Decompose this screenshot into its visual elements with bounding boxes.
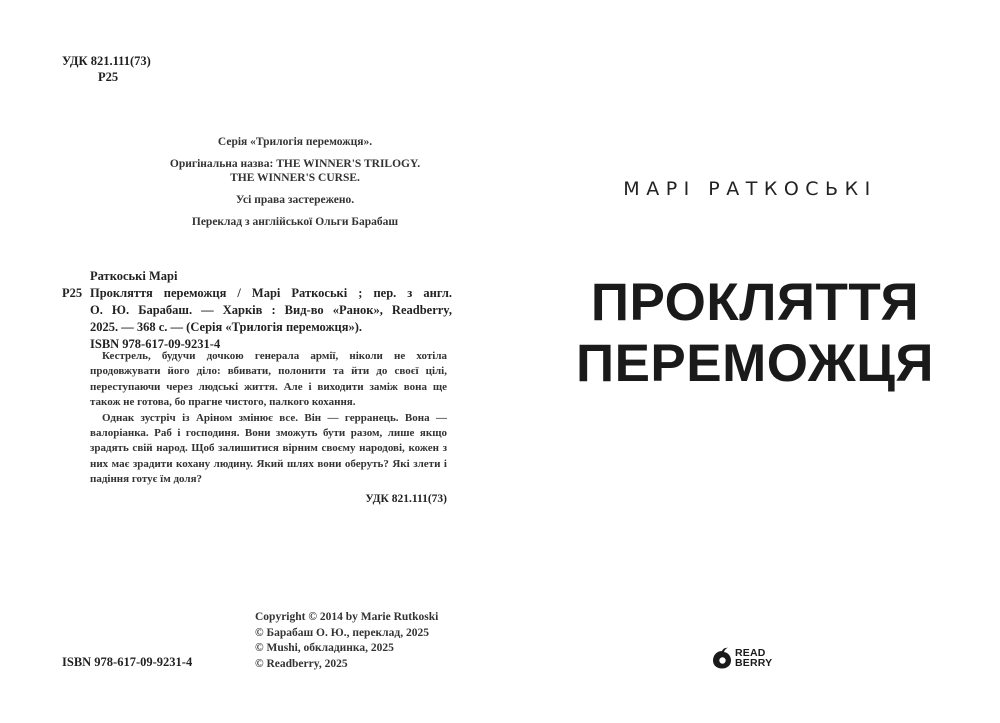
annotation-paragraph: Кестрель, будучи дочкою генерала армії, ніколи не хотіла продовжувати його діло: вбивати, полонити та йти до своєї цілі, переступаючи через людські життя. Але і виходити заміж вона ще також не готова, бо прагне чистого, палкого кохання. [90,350,447,409]
original-title-line: Оригінальна назва: THE WINNER'S TRILOGY. [169,158,421,170]
author-mark-code: Р25 [98,70,119,84]
catalog-author: Раткоські Марі [90,269,178,283]
udk-header [62,53,151,85]
book-author: МАРІ РАТКОСЬКІ [623,178,877,200]
publisher-name: READ BERRY [735,647,773,669]
series-line: Серія «Трилогія переможця». [217,136,373,148]
publisher-logo [712,647,772,669]
catalog-isbn: ISBN 978-617-09-9231-4 [90,337,221,351]
title-line: ПЕРЕМОЖЦЯ [575,334,935,393]
udk-code: УДК 821.111(73) [62,54,151,68]
catalog-line: 2025. — 368 с. — (Серія «Трилогія переможця»). [90,320,363,334]
catalog-line: О. Ю. Барабаш. — Харків : Вид-во «Ранок», Readberry, [90,303,452,317]
translator-line: Переклад з англійської Ольги Барабаш [191,216,399,228]
annotation-udk: УДК 821.111(73) [365,492,447,505]
original-title-line-2: THE WINNER'S CURSE. [230,172,360,184]
series-info [120,135,470,237]
rights-line: Усі права застережено. [235,194,355,206]
catalog-line: Прокляття переможця / Марі Раткоські ; пер. з англ. [90,286,452,300]
copyright-line: © Mushi, обкладинка, 2025 [255,642,394,654]
annotation [90,349,447,507]
annotation-paragraph: Однак зустріч із Аріном змінює все. Він — герранець. Вона — валоріанка. Раб і господиня. Вони зможуть бути разом, лише якщо зрадять свій народ. Щоб залишитися вірним своєму народові, кожен з них має зрадити кохану людину. Який шлях вони оберуть? Які злети і падіння готує їм доля? [90,411,447,486]
book-title [545,272,965,394]
copyright-line: © Readberry, 2025 [255,657,348,670]
copyright-line: Copyright © 2014 by Marie Rutkoski [255,611,439,623]
copyright-line: © Барабаш О. Ю., переклад, 2025 [255,626,429,639]
catalog-record [62,268,452,353]
title-line: ПРОКЛЯТТЯ [590,273,920,332]
catalog-code: Р25 [62,286,83,300]
isbn-bottom: ISBN 978-617-09-9231-4 [62,655,193,669]
copyright-block [255,610,438,672]
readberry-logo-icon [712,647,732,669]
